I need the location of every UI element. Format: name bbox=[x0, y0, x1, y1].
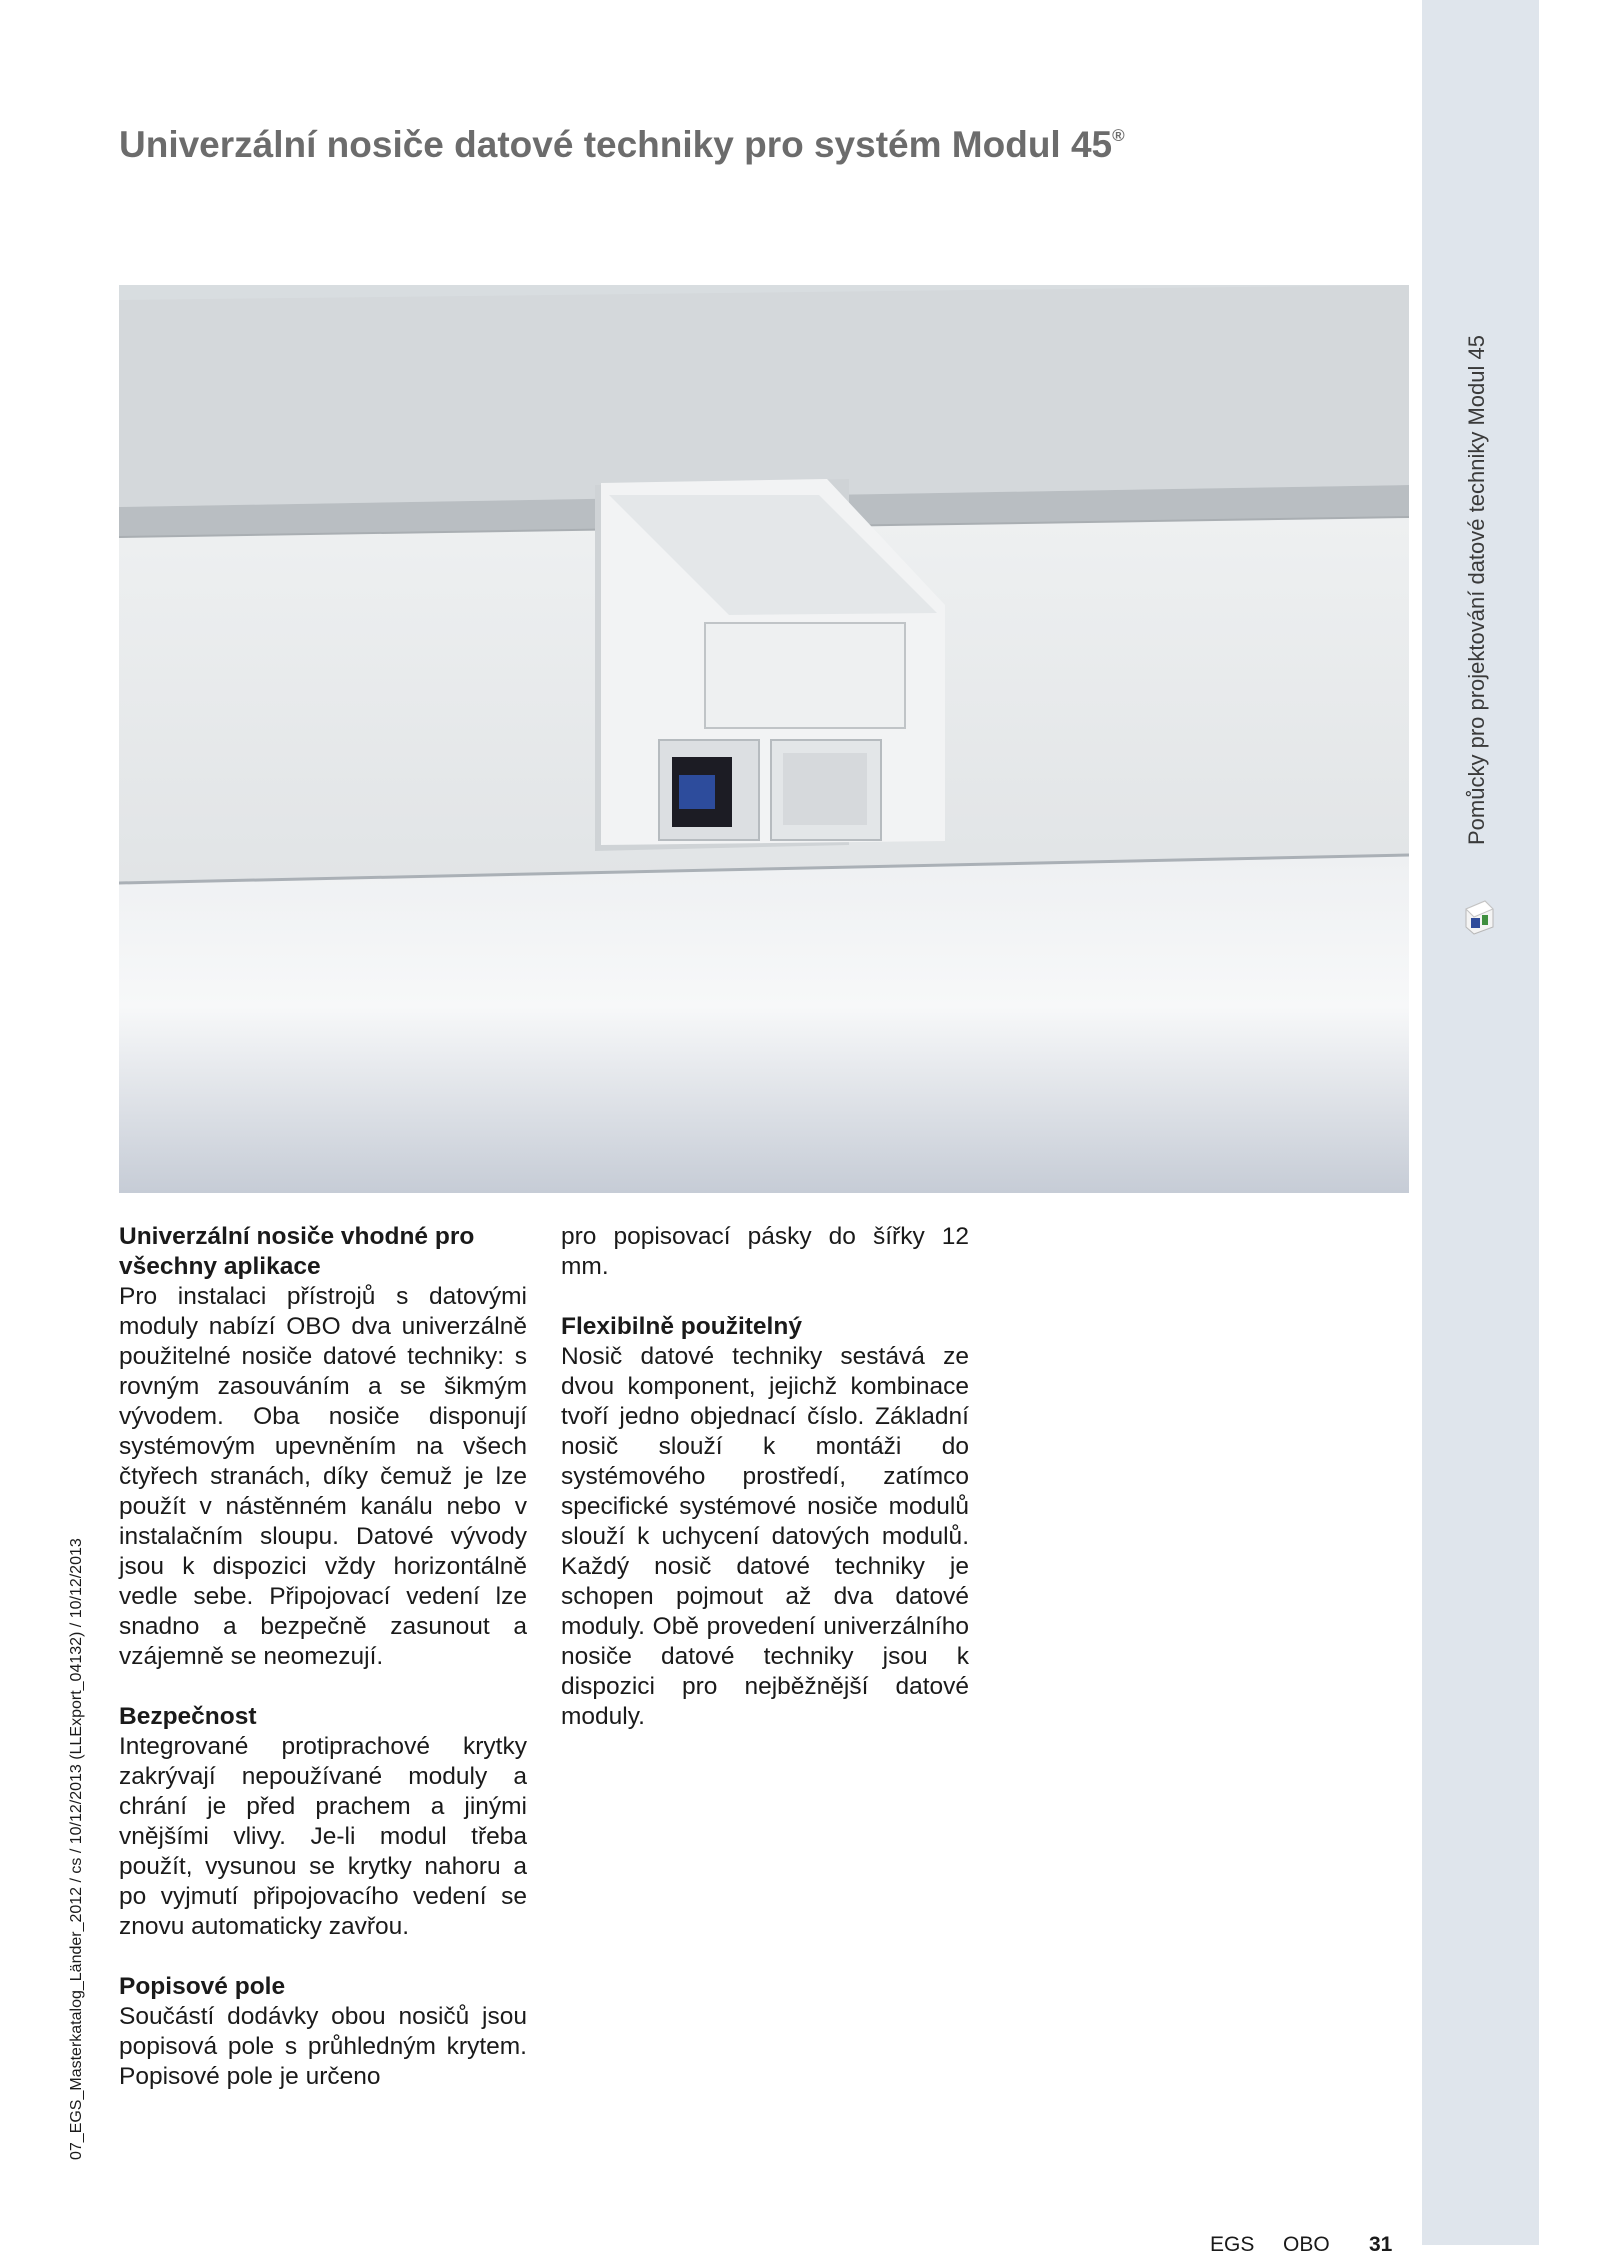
socket-thumbnail-icon bbox=[1463, 899, 1495, 935]
continuation-text: pro popisovací pásky do šířky 12 mm. bbox=[561, 1223, 969, 1280]
section-heading-universal: Univerzální nosiče vhodné pro všechny aplikace bbox=[119, 1223, 475, 1280]
section-heading-label-field: Popisové pole bbox=[119, 1973, 286, 2000]
page-title bbox=[119, 124, 1125, 166]
section-heading-safety: Bezpečnost bbox=[119, 1703, 257, 1730]
section-text-safety: Integrované protiprachové krytky zakrývají nepoužívané moduly a chrání je před prachem a jinými vnějšími vlivy. Je-li modul třeba použít, vysunou se krytky nahoru a po vyjmutí připojovacího vedení se znovu automaticky zavřou. bbox=[119, 1733, 527, 1940]
page-title-text: Univerzální nosiče datové techniky pro systém Modul 45 bbox=[119, 124, 1113, 165]
section-text-label-field: Součástí dodávky obou nosičů jsou popisová pole s průhledným krytem. Popisové pole je určeno bbox=[119, 2003, 527, 2090]
section-heading-flexible: Flexibilně použitelný bbox=[561, 1313, 802, 1340]
registered-mark: ® bbox=[1112, 126, 1125, 145]
footer-section-egs: EGS bbox=[1210, 2233, 1255, 2256]
page-number: 31 bbox=[1369, 2233, 1393, 2256]
file-info-footer: 07_EGS_Masterkatalog_Länder_2012 / cs / 10/12/2013 (LLExport_04132) / 10/12/2013 bbox=[68, 1538, 85, 2160]
footer-brand-obo: OBO bbox=[1283, 2233, 1330, 2256]
sidebar-section-label: Pomůcky pro projektování datové techniky Modul 45 bbox=[1464, 335, 1489, 845]
product-photo bbox=[119, 285, 1409, 1193]
section-text-universal: Pro instalaci přístrojů s datovými moduly nabízí OBO dva univerzálně použitelné nosiče datové techniky: s rovným zasouváním a se šikmým vývodem. Oba nosiče disponují systémovým upevněním na všech čtyřech stranách, díky čemuž je lze použít v nástěnném kanálu nebo v instalačním sloupu. Datové vývody jsou k dispozici vždy horizontálně vedle sebe. Připojovací vedení lze snadno a bezpečně zasunout a vzájemně se neomezují. bbox=[119, 1283, 527, 1670]
text-column-left bbox=[119, 1222, 527, 2092]
section-text-flexible: Nosič datové techniky sestává ze dvou komponent, jejichž kombinace tvoří jedno objednací číslo. Základní nosič slouží k montáži do systémového prostředí, zatímco specifické systémové nosiče modulů slouží k uchycení datových modulů. Každý nosič datové techniky je schopen pojmout až dva datové moduly. Obě provedení univerzálního nosiče datové techniky jsou k dispozici pro nejběžnější datové moduly. bbox=[561, 1343, 969, 1730]
text-column-right bbox=[561, 1222, 969, 1732]
